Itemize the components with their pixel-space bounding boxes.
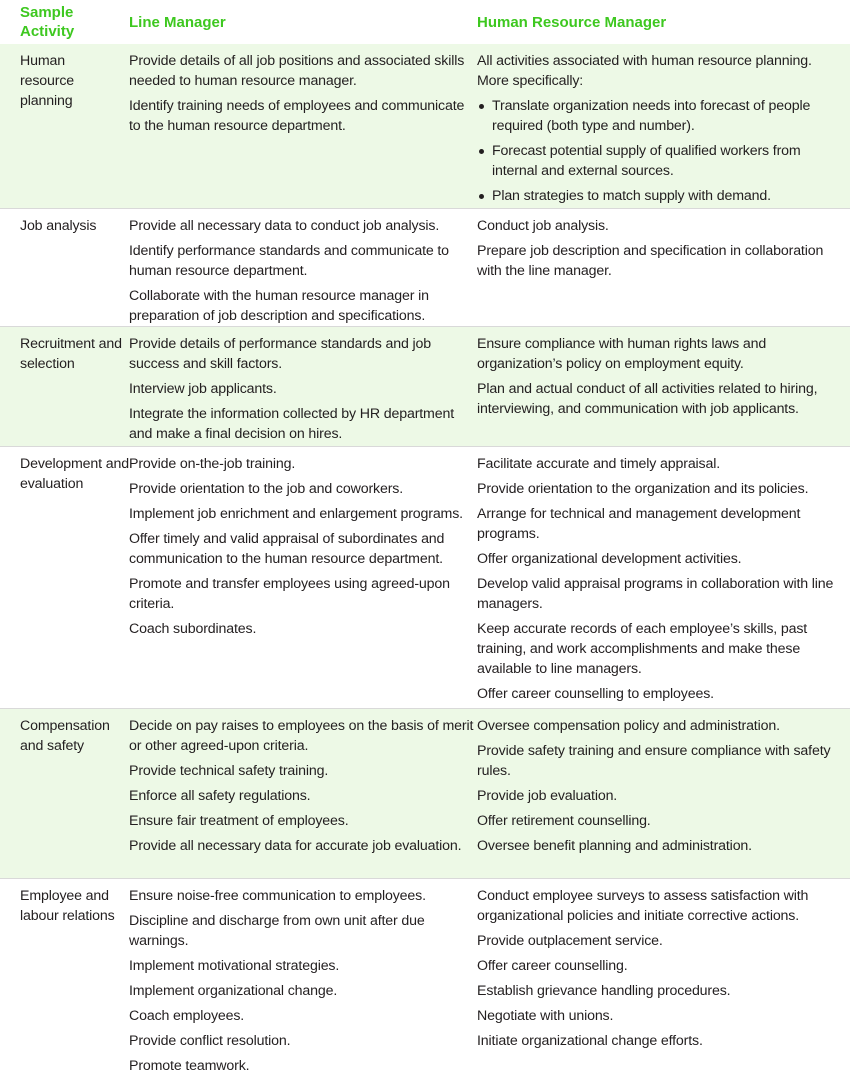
list-item: Offer organizational development activities. xyxy=(477,551,742,567)
activity-cell: Recruitment and selection xyxy=(20,336,122,372)
list-item: Provide orientation to the job and coworkers. xyxy=(129,481,404,497)
list-item: Enforce all safety regulations. xyxy=(129,788,311,804)
hr-manager-cell xyxy=(477,209,850,326)
list-item: Decide on pay raises to employees on the basis of merit or other agreed-upon criteria. xyxy=(129,718,474,754)
line-manager-cell xyxy=(129,209,477,326)
line-manager-cell xyxy=(129,447,477,708)
activity-cell: Development and evaluation xyxy=(20,456,129,492)
table-row-hr-planning xyxy=(0,44,850,209)
activity-cell: Job analysis xyxy=(20,218,97,234)
bullet-item: Forecast potential supply of qualified workers from internal and external sources. xyxy=(477,141,846,181)
list-item: Provide safety training and ensure compliance with safety rules. xyxy=(477,743,831,779)
list-item: Conduct job analysis. xyxy=(477,218,609,234)
table-row-labour-relations xyxy=(0,879,850,1074)
hr-manager-cell xyxy=(477,44,850,208)
bullet-item: Translate organization needs into forecast of people required (both type and number). xyxy=(477,96,846,136)
list-item: Promote teamwork. xyxy=(129,1058,250,1074)
list-item: Provide orientation to the organization and its policies. xyxy=(477,481,809,497)
list-item: Collaborate with the human resource manager in preparation of job description and specifications. xyxy=(129,288,429,324)
hr-intro-text: All activities associated with human resource planning. More specifically: xyxy=(477,53,812,89)
list-item: Conduct employee surveys to assess satisfaction with organizational policies and initiate corrective actions. xyxy=(477,888,809,924)
list-item: Establish grievance handling procedures. xyxy=(477,983,731,999)
table-row-recruitment xyxy=(0,327,850,447)
list-item: Coach subordinates. xyxy=(129,621,257,637)
list-item: Interview job applicants. xyxy=(129,381,277,397)
list-item: Identify performance standards and communicate to human resource department. xyxy=(129,243,449,279)
header-line-manager: Line Manager xyxy=(129,13,226,31)
list-item: Negotiate with unions. xyxy=(477,1008,614,1024)
table-header xyxy=(0,0,850,44)
list-item: Prepare job description and specification in collaboration with the line manager. xyxy=(477,243,824,279)
list-item: Identify training needs of employees and communicate to the human resource department. xyxy=(129,98,465,134)
list-item: Promote and transfer employees using agreed-upon criteria. xyxy=(129,576,450,612)
line-manager-cell xyxy=(129,709,477,878)
list-item: Initiate organizational change efforts. xyxy=(477,1033,703,1049)
list-item: Offer career counselling. xyxy=(477,958,628,974)
list-item: Provide details of performance standards and job success and skill factors. xyxy=(129,336,431,372)
list-item: Develop valid appraisal programs in collaboration with line managers. xyxy=(477,576,834,612)
hr-manager-cell xyxy=(477,447,850,708)
activity-cell: Employee and labour relations xyxy=(20,888,115,924)
list-item: Plan and actual conduct of all activities related to hiring, interviewing, and communication with job applicants. xyxy=(477,381,818,417)
table-row-job-analysis xyxy=(0,209,850,327)
table-row-development xyxy=(0,447,850,709)
list-item: Provide conflict resolution. xyxy=(129,1033,291,1049)
list-item: Oversee compensation policy and administration. xyxy=(477,718,780,734)
list-item: Ensure compliance with human rights laws and organization’s policy on employment equity. xyxy=(477,336,767,372)
hr-manager-cell xyxy=(477,879,850,1065)
header-hr-manager: Human Resource Manager xyxy=(477,13,667,31)
list-item: Offer retirement counselling. xyxy=(477,813,651,829)
hr-bullet-list xyxy=(477,96,846,206)
list-item: Ensure fair treatment of employees. xyxy=(129,813,349,829)
list-item: Coach employees. xyxy=(129,1008,245,1024)
list-item: Implement job enrichment and enlargement programs. xyxy=(129,506,463,522)
line-manager-cell xyxy=(129,44,477,208)
list-item: Ensure noise-free communication to employees. xyxy=(129,888,426,904)
hr-manager-cell xyxy=(477,327,850,446)
header-sample-activity: Sample Activity xyxy=(20,4,75,40)
line-manager-cell xyxy=(129,327,477,446)
activity-cell: Human resource planning xyxy=(20,53,74,109)
list-item: Provide technical safety training. xyxy=(129,763,329,779)
list-item: Provide all necessary data to conduct job analysis. xyxy=(129,218,440,234)
line-manager-cell xyxy=(129,879,477,1074)
list-item: Provide on-the-job training. xyxy=(129,456,296,472)
table-row-compensation xyxy=(0,709,850,879)
list-item: Arrange for technical and management development programs. xyxy=(477,506,801,542)
list-item: Provide details of all job positions and associated skills needed to human resource manager. xyxy=(129,53,465,89)
list-item: Discipline and discharge from own unit after due warnings. xyxy=(129,913,425,949)
list-item: Offer career counselling to employees. xyxy=(477,686,714,702)
list-item: Implement motivational strategies. xyxy=(129,958,340,974)
list-item: Oversee benefit planning and administration. xyxy=(477,838,752,854)
list-item: Keep accurate records of each employee’s skills, past training, and work accomplishments and make these available to line managers. xyxy=(477,621,808,677)
hr-manager-cell xyxy=(477,709,850,878)
activity-cell: Compensation and safety xyxy=(20,718,110,754)
list-item: Implement organizational change. xyxy=(129,983,338,999)
bullet-item: Plan strategies to match supply with demand. xyxy=(477,186,846,206)
list-item: Provide all necessary data for accurate job evaluation. xyxy=(129,838,462,854)
list-item: Provide outplacement service. xyxy=(477,933,663,949)
list-item: Provide job evaluation. xyxy=(477,788,618,804)
list-item: Facilitate accurate and timely appraisal. xyxy=(477,456,721,472)
list-item: Integrate the information collected by HR department and make a final decision on hires. xyxy=(129,406,454,442)
list-item: Offer timely and valid appraisal of subordinates and communication to the human resource department. xyxy=(129,531,445,567)
